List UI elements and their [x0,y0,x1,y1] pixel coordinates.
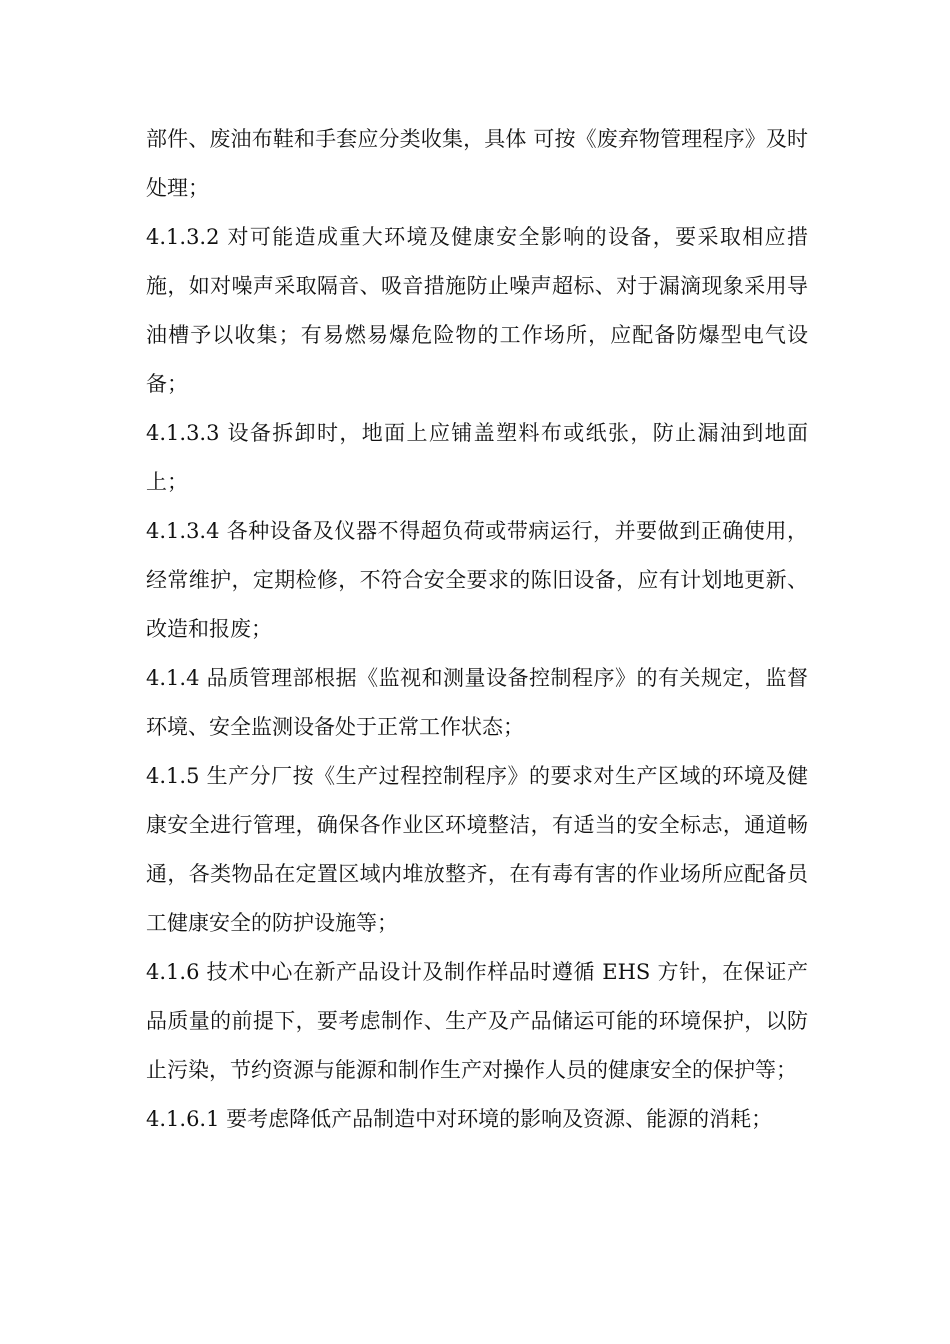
paragraph-4-1-4: 4.1.4 品质管理部根据《监视和测量设备控制程序》的有关规定，监督环境、安全监测设备处于正常工作状态； [146,666,808,739]
paragraph-4-1-6: 4.1.6 技术中心在新产品设计及制作样品时遵循 EHS 方针，在保证产品质量的前提下，要考虑制作、生产及产品储运可能的环境保护，以防止污染，节约资源与能源和制作生产对操作人员的健康安全的保护等； [146,960,808,1082]
paragraph-4-1-5: 4.1.5 生产分厂按《生产过程控制程序》的要求对生产区域的环境及健康安全进行管理，确保各作业区环境整洁，有适当的安全标志，通道畅通，各类物品在定置区域内堆放整齐，在有毒有害的作业场所应配备员工健康安全的防护设施等； [146,764,808,935]
paragraph-4-1-6-1: 4.1.6.1 要考虑降低产品制造中对环境的影响及资源、能源的消耗； [146,1107,773,1131]
paragraph-4-1-3-3: 4.1.3.3 设备拆卸时，地面上应铺盖塑料布或纸张，防止漏油到地面上； [146,421,808,494]
paragraph-4-1-3-4: 4.1.3.4 各种设备及仪器不得超负荷或带病运行，并要做到正确使用，经常维护，定期检修，不符合安全要求的陈旧设备，应有计划地更新、改造和报废； [146,519,808,641]
paragraph-4-1-3-2: 4.1.3.2 对可能造成重大环境及健康安全影响的设备，要采取相应措施，如对噪声采取隔音、吸音措施防止噪声超标、对于漏滴现象采用导油槽予以收集；有易燃易爆危险物的工作场所，应配备防爆型电气设备； [146,225,808,396]
paragraph-continuation: 部件、废油布鞋和手套应分类收集，具体 可按《废弃物管理程序》及时处理； [146,127,808,200]
document-body [146,115,808,1144]
